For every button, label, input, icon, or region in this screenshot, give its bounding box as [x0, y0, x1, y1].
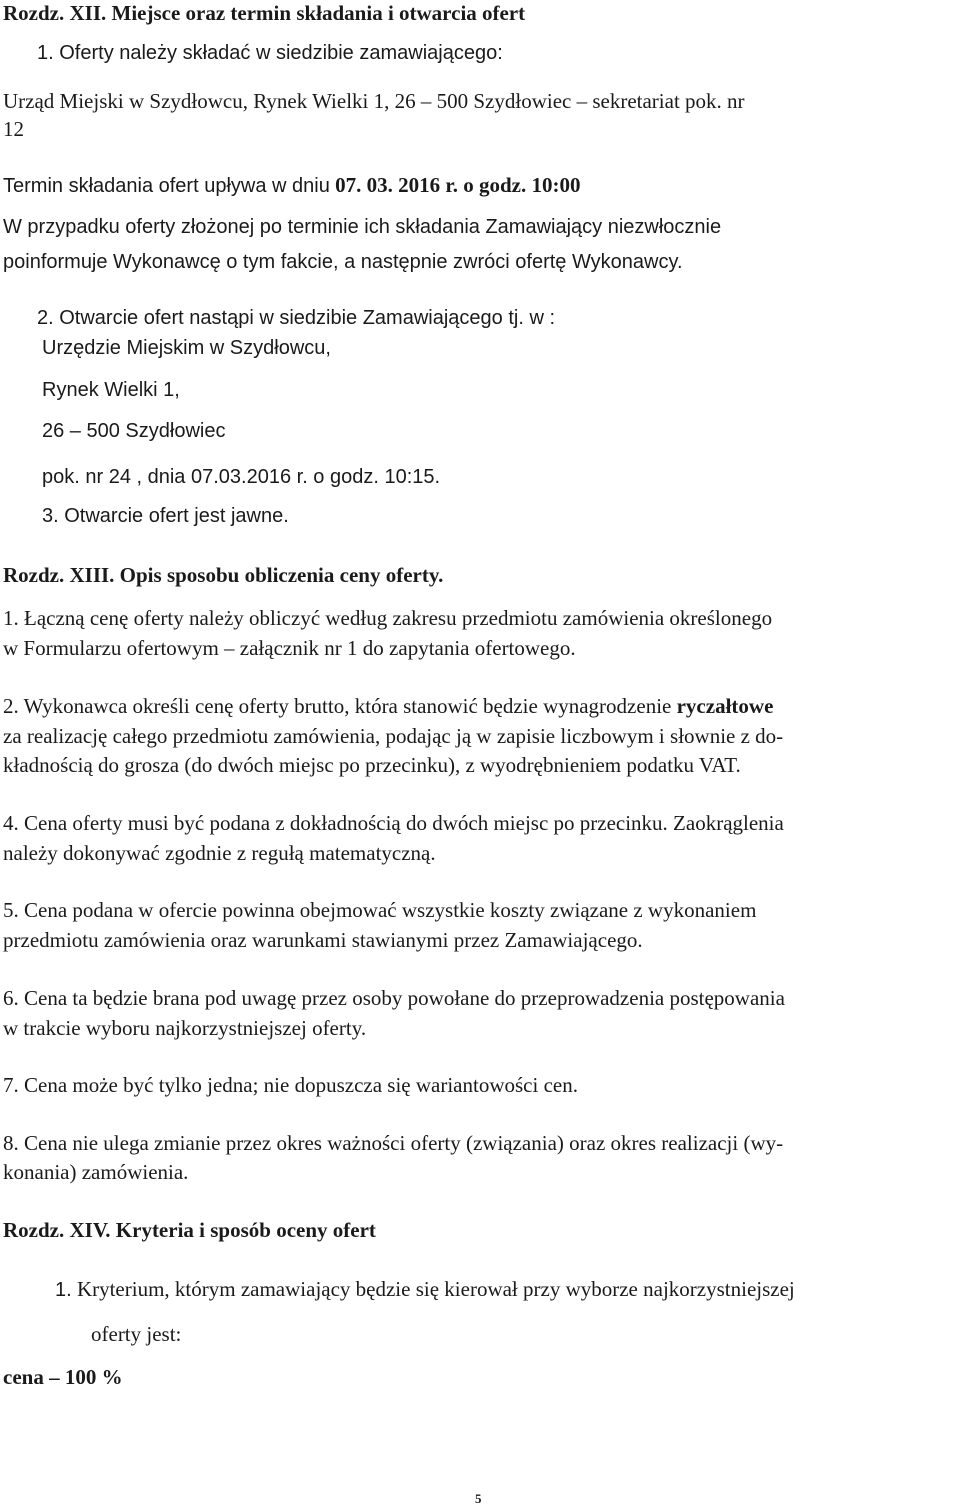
opening-public-note: 3. Otwarcie ofert jest jawne. [42, 505, 289, 527]
criterion-continuation: oferty jest: [91, 1322, 182, 1346]
opening-place-intro: 2. Otwarcie ofert nastąpi w siedzibie Zamawiającego tj. w : [37, 307, 555, 329]
price-rule-1-line-1: 1. Łączną cenę oferty należy obliczyć według zakresu przedmiotu zamówienia określonego [3, 606, 773, 630]
price-rule-6-line-1: 6. Cena ta będzie brana pod uwagę przez osoby powołane do przeprowadzenia postępowania [3, 986, 785, 1010]
criterion-number: 1. [55, 1279, 72, 1301]
section-heading-xiv: Rozdz. XIV. Kryteria i sposób oceny ofert [3, 1218, 376, 1242]
price-rule-5-line-1: 5. Cena podana w ofercie powinna obejmować wszystkie koszty związane z wykonaniem [3, 898, 757, 922]
price-weight: cena – 100 % [3, 1365, 123, 1389]
opening-place-3: 26 – 500 Szydłowiec [42, 420, 226, 442]
deadline-value: 07. 03. 2016 r. o godz. 10:00 [335, 173, 581, 197]
price-rule-2-bold: ryczałtowe [676, 694, 774, 718]
price-rule-4-line-1: 4. Cena oferty musi być podana z dokładnością do dwóch miejsc po przecinku. Zaokrąglenia [3, 811, 784, 835]
deadline-line [3, 172, 580, 199]
deadline-text: Termin składania ofert upływa w dniu [3, 175, 330, 197]
price-rule-8-line-1: 8. Cena nie ulega zmianie przez okres ważności oferty (związania) oraz okres realizacji (wy- [3, 1131, 784, 1155]
criterion-line [55, 1276, 795, 1303]
price-rule-2-line-3: kładnością do grosza (do dwóch miejsc po przecinku), z wyodrębnieniem podatku VAT. [3, 753, 741, 777]
page-number: 5 [475, 1491, 482, 1506]
section-heading-xii: Rozdz. XII. Miejsce oraz termin składania i otwarcia ofert [3, 1, 526, 25]
price-rule-6-line-2: w trakcie wyboru najkorzystniejszej oferty. [3, 1016, 367, 1040]
office-address-room: 12 [3, 117, 24, 141]
offer-submission-place: 1. Oferty należy składać w siedzibie zamawiającego: [37, 42, 503, 64]
price-rule-4-line-2: należy dokonywać zgodnie z regułą matematyczną. [3, 841, 436, 865]
opening-date-time: pok. nr 24 , dnia 07.03.2016 r. o godz. 10:15. [42, 466, 441, 488]
opening-place-2: Rynek Wielki 1, [42, 379, 180, 401]
section-heading-xiii: Rozdz. XIII. Opis sposobu obliczenia ceny oferty. [3, 563, 444, 587]
price-rule-1-line-2: w Formularzu ofertowym – załącznik nr 1 do zapytania ofertowego. [3, 636, 576, 660]
criterion-text: Kryterium, którym zamawiający będzie się kierował przy wyborze najkorzystniejszej [76, 1277, 795, 1301]
price-rule-2-text: 2. Wykonawca określi cenę oferty brutto, która stanowić będzie wynagrodzenie [3, 694, 672, 718]
office-address-line: Urząd Miejski w Szydłowcu, Rynek Wielki 1, 26 – 500 Szydłowiec – sekretariat pok. nr [3, 89, 745, 113]
price-rule-8-line-2: konania) zamówienia. [3, 1160, 189, 1184]
late-offer-line-1: W przypadku oferty złożonej po terminie ich składania Zamawiający niezwłocznie [3, 216, 722, 238]
price-rule-5-line-2: przedmiotu zamówienia oraz warunkami stawianymi przez Zamawiającego. [3, 928, 643, 952]
late-offer-line-2: poinformuje Wykonawcę o tym fakcie, a następnie zwróci ofertę Wykonawcy. [3, 251, 683, 273]
price-rule-2-line-2: za realizację całego przedmiotu zamówienia, podając ją w zapisie liczbowym i słownie z do- [3, 724, 784, 748]
price-rule-7: 7. Cena może być tylko jedna; nie dopuszcza się wariantowości cen. [3, 1073, 578, 1097]
price-rule-2-line-1 [3, 693, 773, 719]
opening-place-1: Urzędzie Miejskim w Szydłowcu, [42, 337, 331, 359]
